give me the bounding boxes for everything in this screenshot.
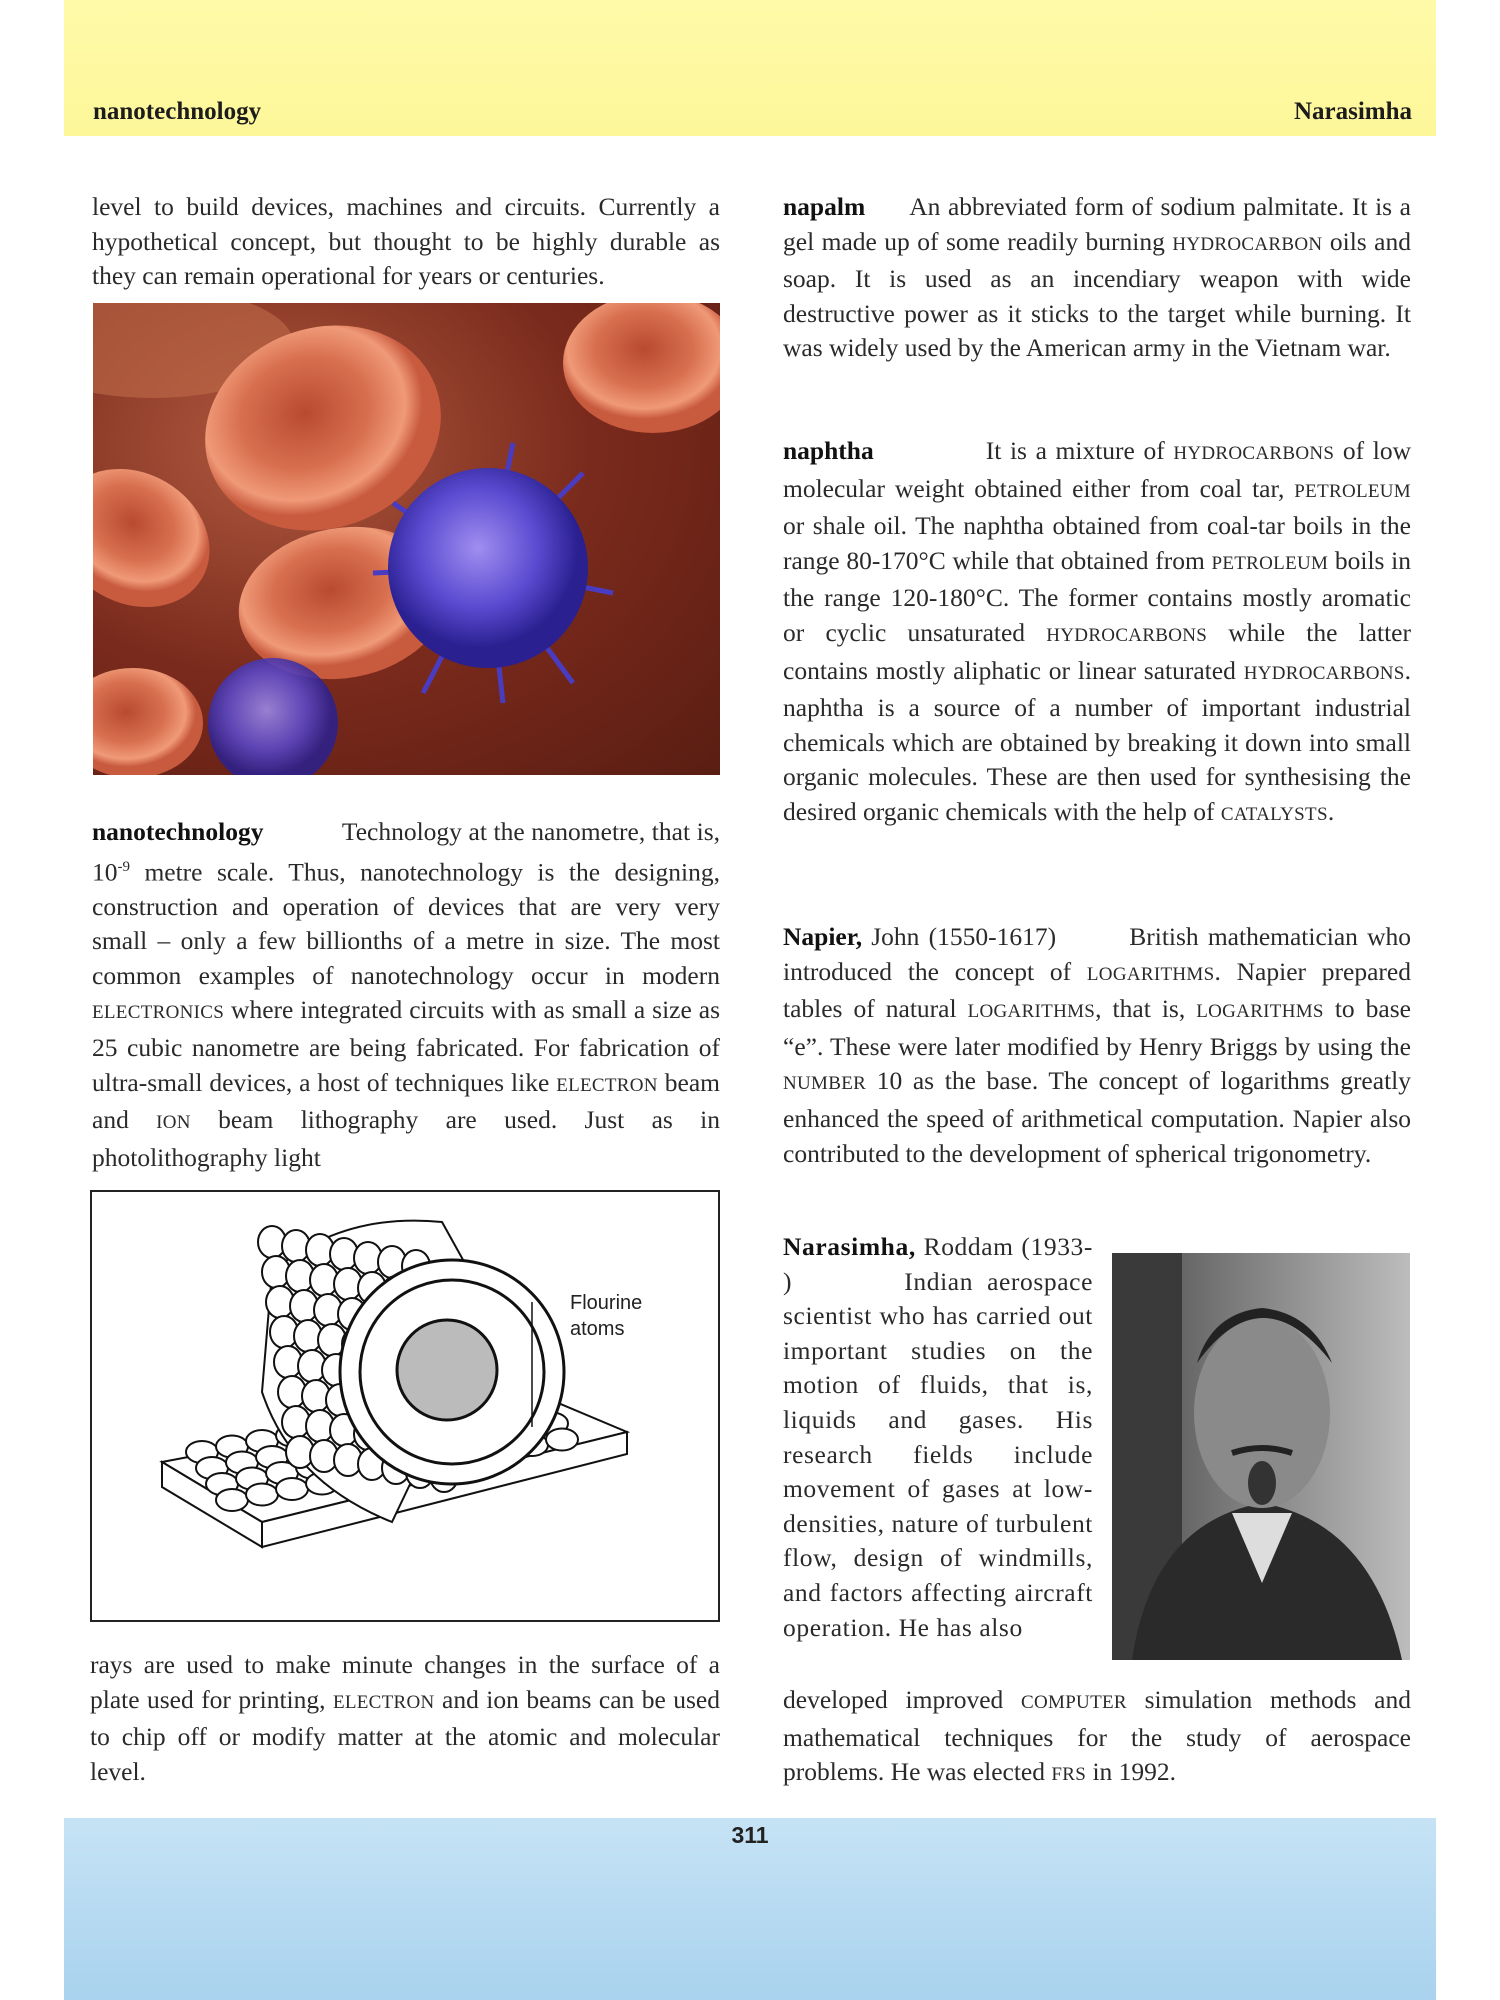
text-segment: or shale oil. The naphtha obtained from coal-tar boils in the range 80-170°C while that obtained from: [783, 473, 1418, 575]
text-segment: .: [1327, 796, 1335, 826]
entry-headword: napalm: [783, 192, 866, 221]
narasimha-portrait-photo: [1112, 1253, 1410, 1660]
entry-naphtha: [783, 434, 1418, 833]
entry-napalm: [783, 190, 1418, 366]
atom-sphere: [216, 1489, 248, 1511]
text-segment: John (1550-1617) British mathematician who introduced the concept of: [783, 922, 1418, 986]
text-segment: . Napier prepared tables of natural: [783, 956, 1418, 1024]
text-segment: beam lithography are used. Just as in photolithography light: [92, 1105, 727, 1172]
nanotechnology-continued: [90, 1648, 727, 1789]
entry-narasimha: [783, 1230, 1100, 1645]
blood-cells-virus-image: [93, 303, 720, 775]
entry-headword: naphtha: [783, 436, 874, 465]
atom-sphere: [276, 1478, 308, 1500]
text-segment: while the latter contains mostly aliphatic or linear saturated: [783, 617, 1418, 685]
cross-reference-link[interactable]: ELECTRONICS: [92, 1002, 225, 1024]
diagram-label-fluorine-atoms: Flourine atoms: [570, 1292, 643, 1340]
text-segment: An abbreviated form of sodium palmitate. It is a gel made up of some readily burning: [783, 192, 1418, 256]
text-segment: to base “e”. These were later modified by Henry Briggs by using the: [783, 994, 1418, 1061]
text-segment: metre scale. Thus, nanotechnology is the designing, construction and operation of devices that are very very small – only a few billionths of a metre in size. The most common examples of nanotechnology occur in modern: [92, 857, 727, 990]
cross-reference-link[interactable]: HYDROCARBONS: [1046, 624, 1208, 646]
text-segment: It is a mixture of: [873, 436, 1174, 465]
text-segment: oils and soap. It is used as an incendiary weapon with wide destructive power as it sticks to the target while burning. It was widely used by the American army in the Vietnam war.: [783, 226, 1418, 363]
atom-sphere: [546, 1429, 578, 1451]
narasimha-continued: [783, 1683, 1418, 1793]
text-segment: of low molecular weight obtained either from coal tar,: [783, 436, 1418, 503]
cross-reference-link[interactable]: HYDROCARBON: [1172, 233, 1323, 255]
running-head-right: Narasimha: [1293, 98, 1412, 125]
text-segment: level to build devices, machines and circuits. Currently a hypothetical concept, but thought to be highly durable as they can remain operational for years or centuries.: [92, 192, 727, 291]
text-segment: where integrated circuits with as small a size as 25 cubic nanometre are being fabricated. For fabrication of ultra-small devices, a host of techniques like: [92, 995, 727, 1097]
entry-headword: Napier,: [783, 922, 863, 951]
text-segment: Technology at the nanometre, that is, 10: [92, 817, 727, 887]
text-segment: 10 as the base. The concept of logarithms greatly enhanced the speed of arithmetical computation. Napier also contributed to the development of spherical trigonometry.: [783, 1066, 1418, 1168]
running-head-left: nanotechnology: [93, 98, 262, 125]
text-segment: simulation methods and mathematical techniques for the study of aerospace problems. He was elected: [783, 1685, 1418, 1787]
text-segment: in 1992.: [1086, 1757, 1177, 1787]
text-segment: . naphtha is a source of a number of important industrial chemicals which are obtained by breaking it down into small organic molecules. These are then used for synthesising the desired organic chemicals with the help of: [783, 655, 1418, 826]
cross-reference-link[interactable]: ION: [156, 1112, 191, 1134]
header-band: [64, 0, 1436, 136]
cross-reference-link[interactable]: LOGARITHMS: [967, 1001, 1096, 1023]
text-segment: rays are used to make minute changes in the surface of a plate used for printing,: [90, 1650, 727, 1714]
cross-reference-link[interactable]: NUMBER: [783, 1073, 867, 1095]
text-segment: developed improved: [783, 1685, 1021, 1714]
text-segment: and ion beams can be used to chip off or modify matter at the atomic and molecular level.: [90, 1684, 727, 1786]
cross-reference-link[interactable]: COMPUTER: [1021, 1692, 1127, 1713]
cross-reference-link[interactable]: PETROLEUM: [1211, 552, 1329, 574]
cross-reference-link[interactable]: ELECTRON: [556, 1074, 658, 1096]
atom-sphere: [246, 1484, 278, 1506]
text-segment: , that is,: [1095, 994, 1197, 1024]
continuation-paragraph: [92, 190, 727, 294]
entry-napier: [783, 920, 1418, 1171]
cross-reference-link[interactable]: PETROLEUM: [1294, 480, 1411, 502]
cross-reference-link[interactable]: CATALYSTS: [1220, 803, 1328, 825]
text-segment: -9: [117, 858, 130, 875]
cross-reference-link[interactable]: LOGARITHMS: [1196, 1001, 1324, 1023]
nanotube-diagram: [90, 1190, 720, 1622]
entry-headword: nanotechnology: [92, 817, 264, 846]
cross-reference-link[interactable]: LOGARITHMS: [1086, 963, 1215, 985]
text-segment: boils in the range 120-180°C. The former contains mostly aromatic or cyclic unsaturated: [783, 545, 1418, 647]
entry-headword: Narasimha,: [783, 1232, 916, 1261]
page-number: 311: [731, 1822, 769, 1848]
cross-reference-link[interactable]: HYDROCARBONS: [1173, 443, 1335, 464]
entry-nanotechnology: [92, 815, 727, 1175]
cross-reference-link[interactable]: ELECTRON: [332, 1691, 435, 1713]
cross-reference-link[interactable]: FRS: [1051, 1764, 1087, 1786]
text-segment: beam and: [92, 1067, 727, 1135]
text-segment: Roddam (1933- ) Indian aerospace scientist who has carried out important studies on the motion of fluids, that is, liquids and gases. His research fields include movement of gases at low-densities, nature of turbulent flow, design of windmills, and factors affecting aircraft operation. He has also: [783, 1232, 1100, 1642]
cross-reference-link[interactable]: HYDROCARBONS: [1243, 662, 1405, 684]
